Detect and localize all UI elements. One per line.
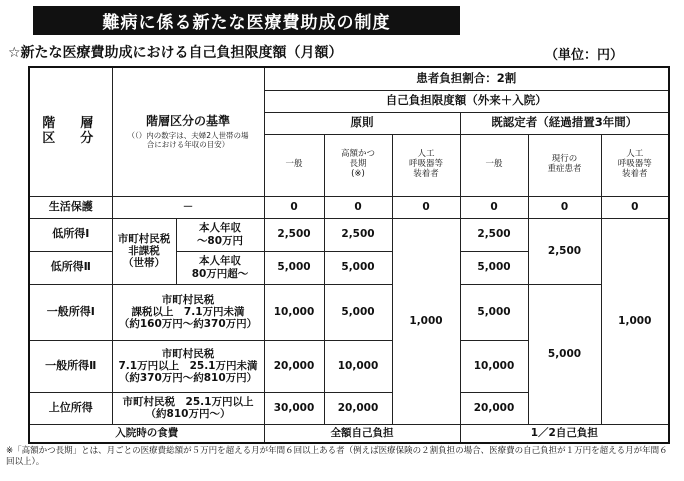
cell-value: 0 — [324, 196, 392, 218]
footnote: ※「高額かつ長期」とは、月ごとの医療費総額が５万円を超える月が年間６回以上ある者（例えば医療保険の２割負担の場合、医療費の自己負担が１万円を超える月が年間６回以上）。 — [6, 446, 668, 468]
row-label-high: 上位所得 — [29, 392, 112, 424]
meal-existing: 1／2自己負担 — [460, 424, 669, 443]
row-label-gen2: 一般所得Ⅱ — [29, 340, 112, 392]
limit-header: 自己負担限度額（外来＋入院） — [264, 90, 669, 112]
cell-value: 5,000 — [460, 251, 528, 284]
page-title: 難病に係る新たな医療費助成の制度 — [33, 6, 460, 35]
cell-value: 2,500 — [460, 218, 528, 251]
criteria-low1-income: 本人年収 ～80万円 — [176, 218, 264, 251]
criteria-high: 市町村民税 25.1万円以上 （約810万円～） — [112, 392, 264, 424]
general2-header: 一般 — [460, 134, 528, 196]
cell-value: 30,000 — [264, 392, 324, 424]
criteria-gen2: 市町村民税 7.1万円以上 25.1万円未満 （約370万円～約810万円） — [112, 340, 264, 392]
table-subtitle: ☆新たな医療費助成における自己負担限度額（月額） — [8, 45, 343, 61]
cell-value: 20,000 — [264, 340, 324, 392]
ventilator-merged-value: 1,000 — [392, 218, 460, 424]
cell-value: 5,000 — [324, 284, 392, 340]
cell-value: 10,000 — [460, 340, 528, 392]
cell-value: 0 — [460, 196, 528, 218]
ratio-header: 患者負担割合：2割 — [264, 67, 669, 90]
cell-value: 2,500 — [264, 218, 324, 251]
criteria-welfare: － — [112, 196, 264, 218]
cell-value: 0 — [264, 196, 324, 218]
row-label-low1: 低所得Ⅰ — [29, 218, 112, 251]
criteria-note: （（）内の数字は、夫婦2人世帯の場合における年収の目安） — [127, 130, 249, 149]
criteria-low2-income: 本人年収 80万円超～ — [176, 251, 264, 284]
ventilator2-merged-value: 1,000 — [601, 218, 669, 424]
cell-value: 0 — [601, 196, 669, 218]
ventilator-header: 人工 呼吸器等 装着者 — [392, 134, 460, 196]
cost-limit-table — [28, 66, 670, 444]
cell-value: 0 — [528, 196, 601, 218]
row-label-welfare: 生活保護 — [29, 196, 112, 218]
principle-header: 原則 — [264, 112, 460, 134]
cell-value: 5,000 — [324, 251, 392, 284]
cell-value: 20,000 — [460, 392, 528, 424]
row-label-gen1: 一般所得Ⅰ — [29, 284, 112, 340]
cell-value: 10,000 — [264, 284, 324, 340]
cell-value: 2,500 — [324, 218, 392, 251]
criteria-low-tax: 市町村民税 非課税 （世帯） — [112, 218, 176, 284]
ventilator2-header: 人工 呼吸器等 装着者 — [601, 134, 669, 196]
cell-value: 5,000 — [264, 251, 324, 284]
cell-value: 10,000 — [324, 340, 392, 392]
criteria-title: 階層区分の基準 — [145, 113, 230, 128]
current-severe-header: 現行の 重症患者 — [528, 134, 601, 196]
severe-low-value: 2,500 — [528, 218, 601, 284]
tier-header: 階 層 区 分 — [29, 67, 112, 196]
severe-merged-value: 5,000 — [528, 284, 601, 424]
existing-header: 既認定者（経過措置3年間） — [460, 112, 669, 134]
criteria-gen1: 市町村民税 課税以上 7.1万円未満 （約160万円～約370万円） — [112, 284, 264, 340]
meal-label: 入院時の食費 — [29, 424, 264, 443]
row-label-low2: 低所得Ⅱ — [29, 251, 112, 284]
meal-principle: 全額自己負担 — [264, 424, 460, 443]
high-long-header: 高額かつ 長期 (※) — [324, 134, 392, 196]
general-header: 一般 — [264, 134, 324, 196]
unit-label: （単位：円） — [545, 48, 624, 63]
cell-value: 20,000 — [324, 392, 392, 424]
criteria-header — [112, 67, 264, 196]
cell-value: 0 — [392, 196, 460, 218]
cell-value: 5,000 — [460, 284, 528, 340]
